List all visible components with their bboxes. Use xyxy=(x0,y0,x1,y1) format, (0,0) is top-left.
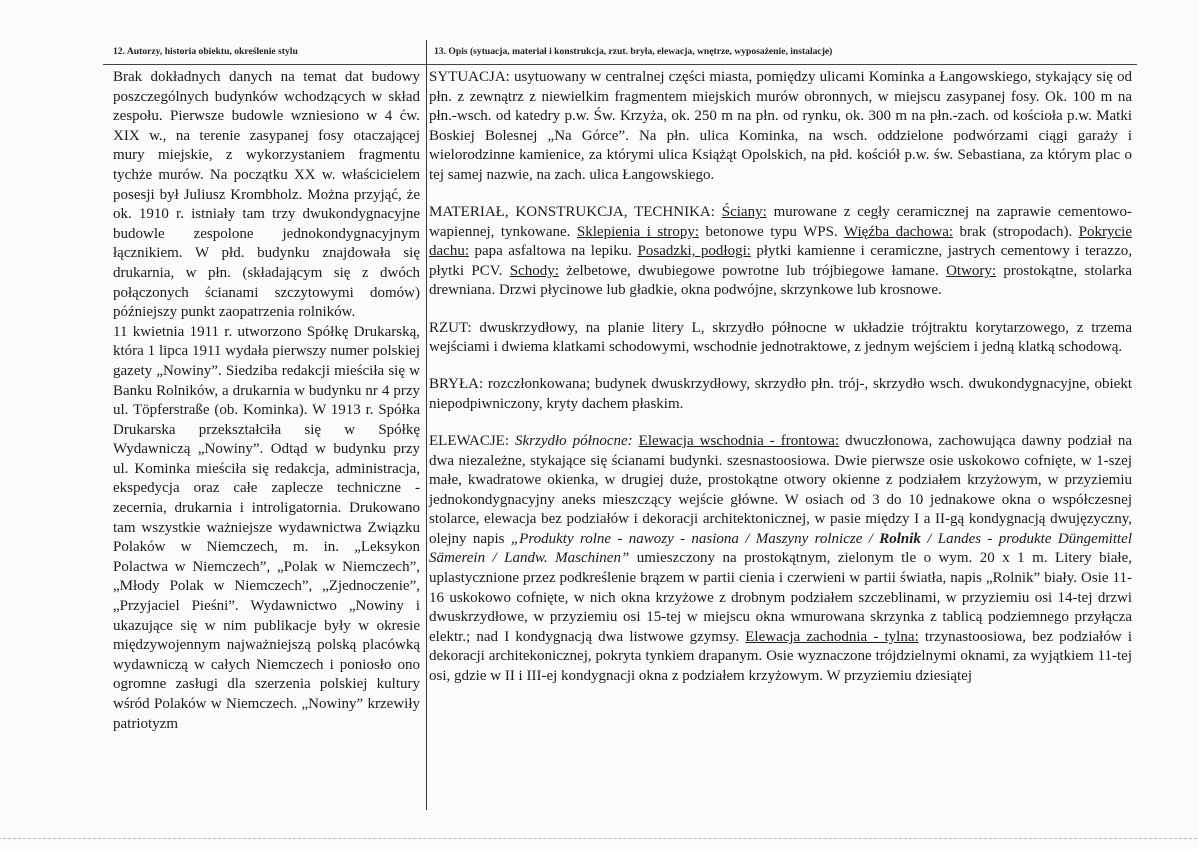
skrzydlo-label: Skrzydło północne: xyxy=(515,432,633,449)
schody-label: Schody: xyxy=(509,262,559,279)
napis-rolnik: Rolnik xyxy=(879,530,921,547)
header-rule xyxy=(103,64,1137,65)
elewacja-wschodnia-label: Elewacja wschodnia - frontowa: xyxy=(638,432,840,449)
schody-text: żelbetowe, dwubiegowe powrotne lub trójbiegowe łamane. xyxy=(558,262,947,279)
otwory-text: prostokątne, stolarka drewniana. Drzwi płycinowe lub gładkie, okna podwójne, skrzynkowe lub krosnowe. xyxy=(429,262,1132,299)
material-label: MATERIAŁ, KONSTRUKCJA, TECHNIKA: xyxy=(429,204,722,221)
column-divider xyxy=(426,40,427,810)
posadzki-label: Posadzki, podłogi: xyxy=(637,243,751,260)
wiezba-text: brak (stropodach). xyxy=(953,223,1079,240)
bryla-text: rozczłonkowana; budynek dwuskrzydłowy, skrzydło płn. trój-, skrzydło wsch. dwukondygnacyjne, obiekt niepodpiwniczony, kryty dachem płaskim. xyxy=(429,376,1132,412)
form-sheet xyxy=(103,40,1137,810)
elewacja-text: dwuczłonowa, zachowująca dawny podział na dwa niezależne, stykające się ścianami budynki. szesnastoosiowa. Dwie pierwsze osie uskokowo cofnięte, w 1-szej małe, kwadratowe okienka, w drugiej duże, prostokątne otwory okienne z podziałem krzyżowym, w przyziemiu jednokondygnacyjny aneks mieszczący wejście główne. W osiach od 3 do 10 jednakowe okna o współczesnej stolarce, elewacja bez podziałów i dekoracji architektonicznej, w pasie między I a II-gą kondygnacją dwujęzyczny, olejny napis xyxy=(429,432,1132,547)
left-column-heading: 12. Autorzy, historia obiektu, określenie stylu xyxy=(113,46,298,57)
bryla-section xyxy=(429,375,1132,414)
history-paragraph: 11 kwietnia 1911 r. utworzono Spółkę Drukarską, która 1 lipca 1911 wydała pierwszy numer polskiej gazety „Nowiny”. Siedziba redakcji mieściła się w Banku Rolników, a drukarnia w budynku nr 4 przy ul. Töpferstraße (ob. Kominka). W 1913 r. Spółka Drukarska przekształciła się w Spółkę Wydawniczą „Nowiny”. Odtąd w budynku przy ul. Kominka mieściła się redakcja, administracja, ekspedycja oraz całe zaplecze techniczne - zecernia, drukarnia i introligatornia. Drukowano tam wszystkie ważniejsze wydawnictwa Związku Polaków w Niemczech, m. in. „Leksykon Polactwa w Niemczech”, „Polak w Niemczech”, „Młody Polak w Niemczech”, „Zjednoczenie”, „Przyjaciel Pieśni”. Wydawnictwo „Nowiny i ukazujące się w nim publikacje były w okresie międzywojennym najważniejszą polską placówką wydawniczą w całych Niemczech i poniosło ono ogromne zasługi dla szerzenia polskiej kultury wśród Polaków w Niemczech. „Nowiny” krzewiły patriotyzm xyxy=(113,323,420,732)
rzut-label: RZUT: xyxy=(429,319,472,336)
elewacje-label: ELEWACJE: xyxy=(429,432,515,449)
description-column xyxy=(429,68,1132,687)
pokrycie-text: papa asfaltowa na lepiku. xyxy=(468,243,638,260)
elewacja-text: trzynastoosiowa, bez podziałów i dekoracji architekonicznej, pokryta tynkiem drapanym. Osie wyznaczone trójdzielnymi oknami, za wyjątkiem 11-tej osi, gdzie w II i III-ej kondygnacji okna z podziałem krzyżowym. W przyziemiu dziesiątej xyxy=(429,628,1132,685)
history-paragraph: Brak dokładnych danych na temat dat budowy poszczególnych budynków wchodzących w skład zespołu. Pierwsze budowle wzniesiono w 4 ćw. XIX w., na terenie zasypanej fosy otaczającej mury miejskie, z wykorzystaniem fragmentu tychże murów. Na początku XX w. właścicielem posesji był Juliusz Krombholz. Można przyjąć, że ok. 1910 r. istniały tam trzy dwukondygnacyjne budowle zespolone jednokondygnacyjnym łącznikiem. W płd. budynku znajdowała się drukarnia, w płn. (składającym się z dwóch połączonych ścianami szczytowymi domów) późniejszy punkt zaopatrzenia rolników. xyxy=(113,69,420,321)
napis-text: / Landes - produkte Düngemittel Sämerein / Landw. Maschinen” xyxy=(429,530,1133,567)
sytuacja-label: SYTUACJA: xyxy=(429,69,510,85)
sciany-text: murowane z cegły ceramicznej na zaprawie cementowo-wapiennej, tynkowane. xyxy=(429,204,1132,240)
elewacja-text: umieszczony na prostokątnym, zielonym tle o wym. 20 x 1 m. Litery białe, uplastycznione przez podkreślenie brązem w partii cienia i czerwieni w partii światła, napis „Rolnik” biały. Osie 11-16 uskokowo cofnięte, w nich okna krzyżowe z drobnym podziałem szczeblinami, w przyziemiu osi 14-tej drzwi dwuskrzydłowe, w przyziemiu osi 15-tej w miejscu okna wmurowana skrzynka z tablicą podziemnego przyłącza elektr.; nad I kondygnacją dwa listwowe gzymsy. xyxy=(429,550,1133,645)
elewacja-zachodnia-label: Elewacja zachodnia - tylna: xyxy=(745,628,919,645)
elewacje-section xyxy=(429,432,1132,687)
history-column xyxy=(113,68,420,734)
sciany-label: Ściany: xyxy=(721,204,767,221)
pokrycie-label: Pokrycie dachu: xyxy=(429,223,1132,260)
otwory-label: Otwory: xyxy=(946,262,997,279)
rzut-text: dwuskrzydłowy, na planie litery L, skrzydło północne w układzie trójtraktu korytarzowego, z trzema wejściami i dwiema klatkami schodowymi, wschodnie jednotraktowe, z jednym wejściem i jedną klatką schodową. xyxy=(429,319,1132,356)
sytuacja-section xyxy=(429,68,1132,186)
right-column-heading: 13. Opis (sytuacja, materiał i konstrukcja, rzut. bryła, elewacja, wnętrze, wyposażenie, instalacje) xyxy=(434,46,833,57)
napis-text: „Produkty rolne - nawozy - nasiona / Maszyny rolnicze / xyxy=(510,530,880,547)
wiezba-label: Więźba dachowa: xyxy=(843,223,954,240)
rzut-section xyxy=(429,319,1132,358)
posadzki-text: płytki kamienne i ceramiczne, jastrych cementowy i terazzo, płytki PCV. xyxy=(429,243,1132,279)
sytuacja-text: usytuowany w centralnej części miasta, pomiędzy ulicami Kominka a Łangowskiego, stykający się od płn. z zewnątrz z niewielkim fragmentem miejskich murów obronnych, w miejscu zasypanej fosy. Ok. 100 m na płn.-wsch. od katedry p.w. Św. Krzyża, ok. 250 m na płn. od rynku, ok. 300 m na płn.-zach. od kościoła p.w. Matki Boskiej Bolesnej „Na Górce”. Na płn. ulica Kominka, na wsch. oddzielone podwórzami ciągi garaży i wielorodzinne kamienice, za którymi ulica Książąt Opolskich, na płd. kościół p.w. św. Sebastiana, za którym plac o tej samej nazwie, na zach. ulica Łangowskiego. xyxy=(429,69,1132,183)
bryla-label: BRYŁA: xyxy=(429,376,484,393)
bottom-rule xyxy=(0,838,1199,839)
sklepienia-label: Sklepienia i stropy: xyxy=(576,223,699,240)
material-section xyxy=(429,203,1132,301)
sklepienia-text: betonowe typu WPS. xyxy=(699,223,844,240)
